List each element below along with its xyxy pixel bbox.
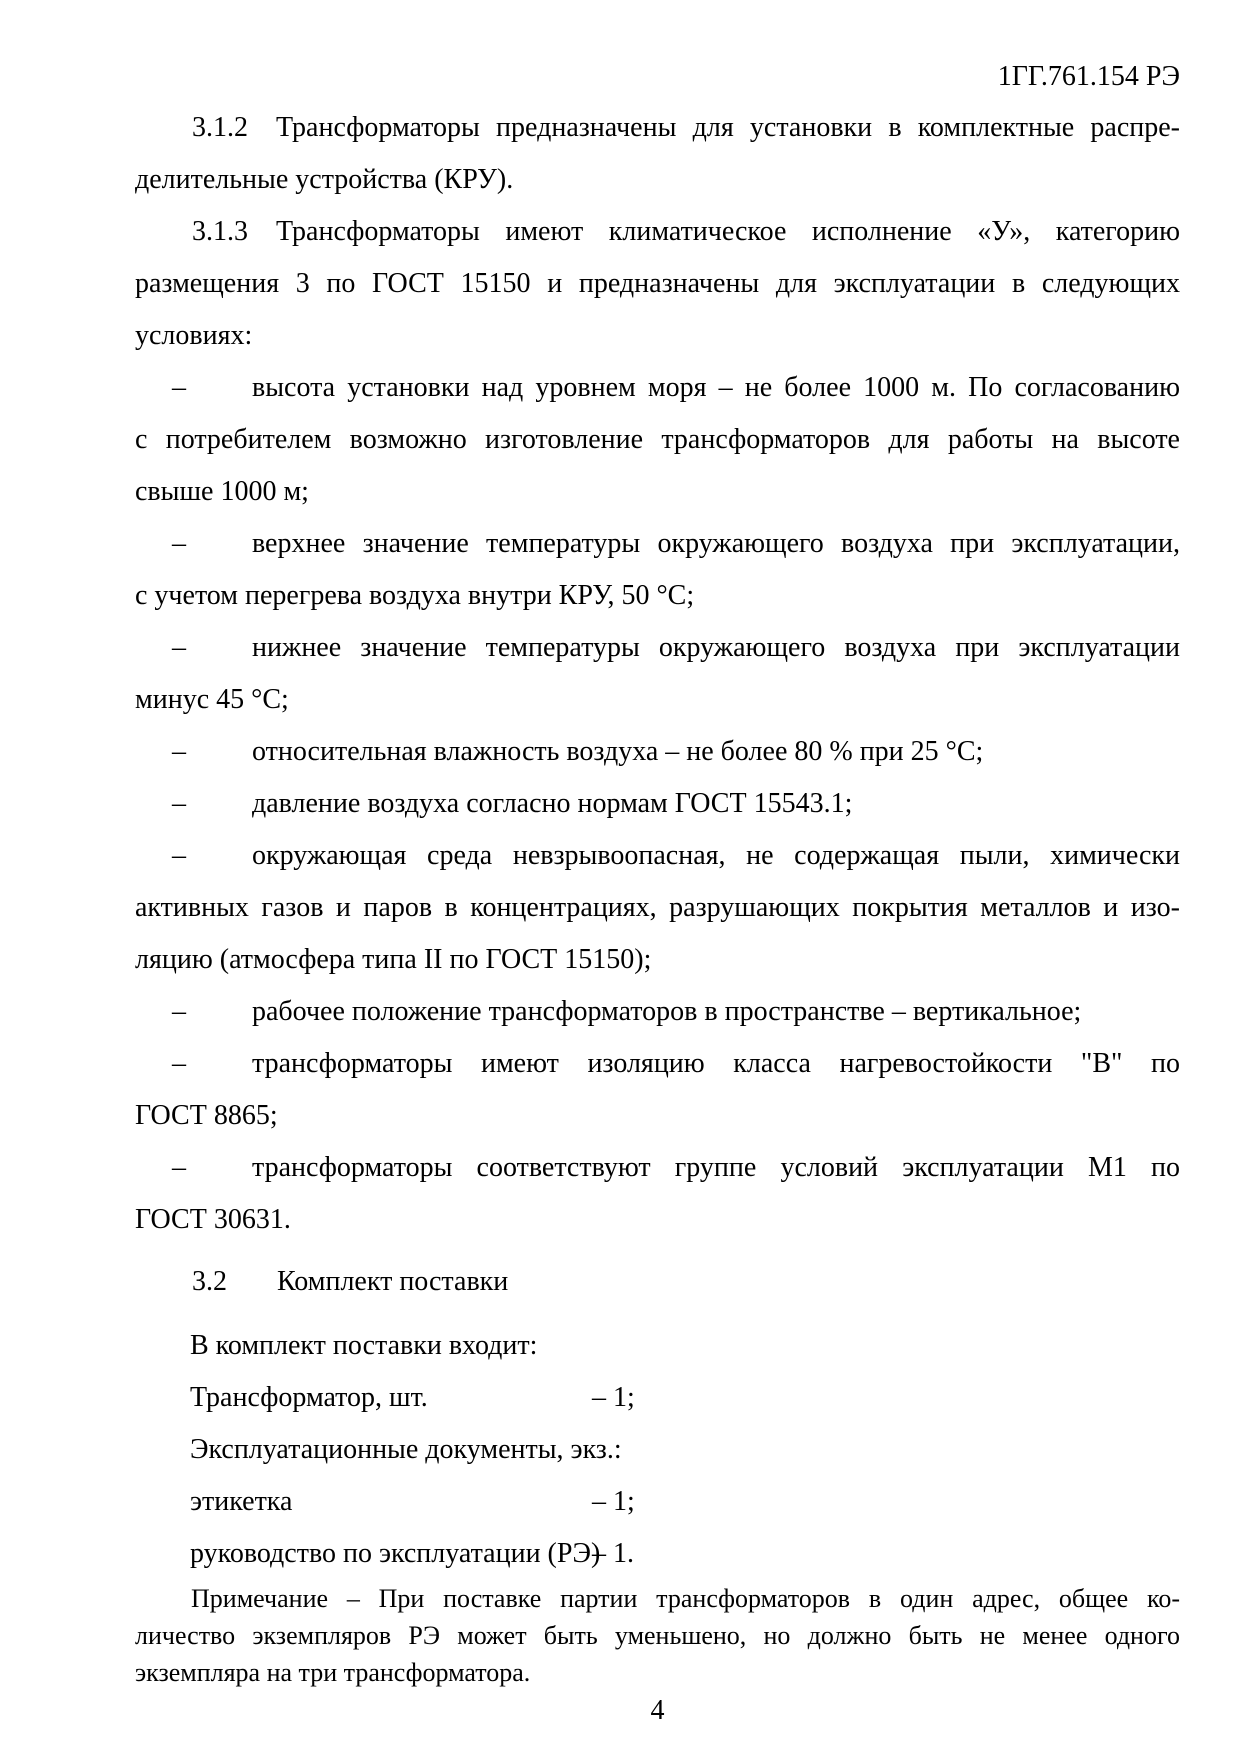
- dash-marker: –: [172, 632, 186, 663]
- condition-item-1-line-3: свыше 1000 м;: [135, 476, 309, 507]
- condition-item-2-line-1: [135, 518, 1180, 570]
- note-line-3: экземпляра на три трансформатора.: [135, 1658, 531, 1687]
- supply-item-transformer-label: Трансформатор, шт.: [190, 1382, 428, 1413]
- note-line-2: личество экземпляров РЭ может быть уменьшено, но должно быть не менее одного: [135, 1621, 1180, 1650]
- paragraph-3-1-2-line-1: [135, 102, 1180, 154]
- dash-marker: –: [172, 528, 186, 559]
- page-number: 4: [650, 1695, 665, 1726]
- condition-item-3-text-1: нижнее значение температуры окружающего воздуха при эксплуатации: [252, 632, 1180, 663]
- condition-item-2-line-2: с учетом перегрева воздуха внутри КРУ, 50 °С;: [135, 580, 695, 611]
- condition-item-8-text-1: трансформаторы имеют изоляцию класса нагревостойкости "В" по: [252, 1048, 1180, 1079]
- clause-number-3-1-2: 3.1.2: [192, 112, 248, 143]
- condition-item-6-line-3: ляцию (атмосфера типа II по ГОСТ 15150);: [135, 944, 652, 975]
- condition-item-9-text-1: трансформаторы соответствуют группе условий эксплуатации М1 по: [252, 1152, 1180, 1183]
- condition-item-7-line-1: [135, 986, 1180, 1038]
- supply-item-manual-qty: – 1.: [592, 1538, 634, 1569]
- condition-item-5-text-1: давление воздуха согласно нормам ГОСТ 15543.1;: [252, 788, 853, 819]
- condition-item-3-line-2: минус 45 °С;: [135, 684, 289, 715]
- condition-item-3-line-1: [135, 622, 1180, 674]
- supply-item-transformer: [135, 1372, 1180, 1424]
- condition-item-8-line-2: ГОСТ 8865;: [135, 1100, 278, 1131]
- paragraph-3-1-3-text-1: Трансформаторы имеют климатическое исполнение «У», категорию: [276, 216, 1180, 247]
- document-code: 1ГГ.761.154 РЭ: [997, 61, 1180, 92]
- dash-marker: –: [172, 996, 186, 1027]
- document-content: [135, 62, 1180, 1731]
- section-3-2-heading: [135, 1256, 1180, 1308]
- note-line-1: Примечание – При поставке партии трансформаторов в один адрес, общее ко-: [191, 1584, 1180, 1613]
- supply-item-label-doc: [135, 1476, 1180, 1528]
- note-block: [135, 1580, 1180, 1691]
- condition-item-6-line-2: активных газов и паров в концентрациях, разрушающих покрытия металлов и изо-: [135, 892, 1180, 923]
- supply-docs-header-text: Эксплуатационные документы, экз.:: [190, 1434, 622, 1465]
- condition-item-4-line-1: [135, 726, 1180, 778]
- condition-item-1-text-1: высота установки над уровнем моря – не более 1000 м. По согласованию: [252, 372, 1180, 403]
- condition-item-7-text-1: рабочее положение трансформаторов в пространстве – вертикальное;: [252, 996, 1082, 1027]
- supply-item-label-doc-label: этикетка: [190, 1486, 293, 1517]
- paragraph-3-1-2-line-2: делительные устройства (КРУ).: [135, 164, 514, 195]
- supply-item-manual: [135, 1528, 1180, 1580]
- dash-marker: –: [172, 1152, 186, 1183]
- paragraph-3-1-3-line-2: размещения 3 по ГОСТ 15150 и предназначены для эксплуатации в следующих: [135, 268, 1180, 299]
- condition-item-1-line-2: с потребителем возможно изготовление трансформаторов для работы на высоте: [135, 424, 1180, 455]
- dash-marker: –: [172, 788, 186, 819]
- paragraph-3-1-3-line-1: [135, 206, 1180, 258]
- supply-item-label-doc-qty: – 1;: [592, 1486, 635, 1517]
- condition-item-6-line-1: [135, 830, 1180, 882]
- section-3-2-title: Комплект поставки: [277, 1266, 509, 1297]
- dash-marker: –: [172, 1048, 186, 1079]
- condition-item-6-text-1: окружающая среда невзрывоопасная, не содержащая пыли, химически: [252, 840, 1180, 871]
- condition-item-8-line-1: [135, 1038, 1180, 1090]
- condition-item-9-line-2: ГОСТ 30631.: [135, 1204, 291, 1235]
- dash-marker: –: [172, 840, 186, 871]
- dash-marker: –: [172, 372, 186, 403]
- paragraph-3-1-2-text-1: Трансформаторы предназначены для установки в комплектные распре-: [276, 112, 1180, 143]
- supply-intro: В комплект поставки входит:: [190, 1330, 538, 1361]
- condition-item-1-line-1: [135, 362, 1180, 414]
- condition-item-2-text-1: верхнее значение температуры окружающего воздуха при эксплуатации,: [252, 528, 1180, 559]
- clause-number-3-1-3: 3.1.3: [192, 216, 248, 247]
- paragraph-3-1-3-line-3: условиях:: [135, 320, 253, 351]
- section-number-3-2: 3.2: [192, 1266, 227, 1297]
- supply-docs-header: [135, 1424, 1180, 1476]
- dash-marker: –: [172, 736, 186, 767]
- condition-item-4-text-1: относительная влажность воздуха – не более 80 % при 25 °С;: [252, 736, 984, 767]
- supply-item-transformer-qty: – 1;: [592, 1382, 635, 1413]
- condition-item-5-line-1: [135, 778, 1180, 830]
- condition-item-9-line-1: [135, 1142, 1180, 1194]
- supply-item-manual-label: руководство по эксплуатации (РЭ): [190, 1538, 601, 1569]
